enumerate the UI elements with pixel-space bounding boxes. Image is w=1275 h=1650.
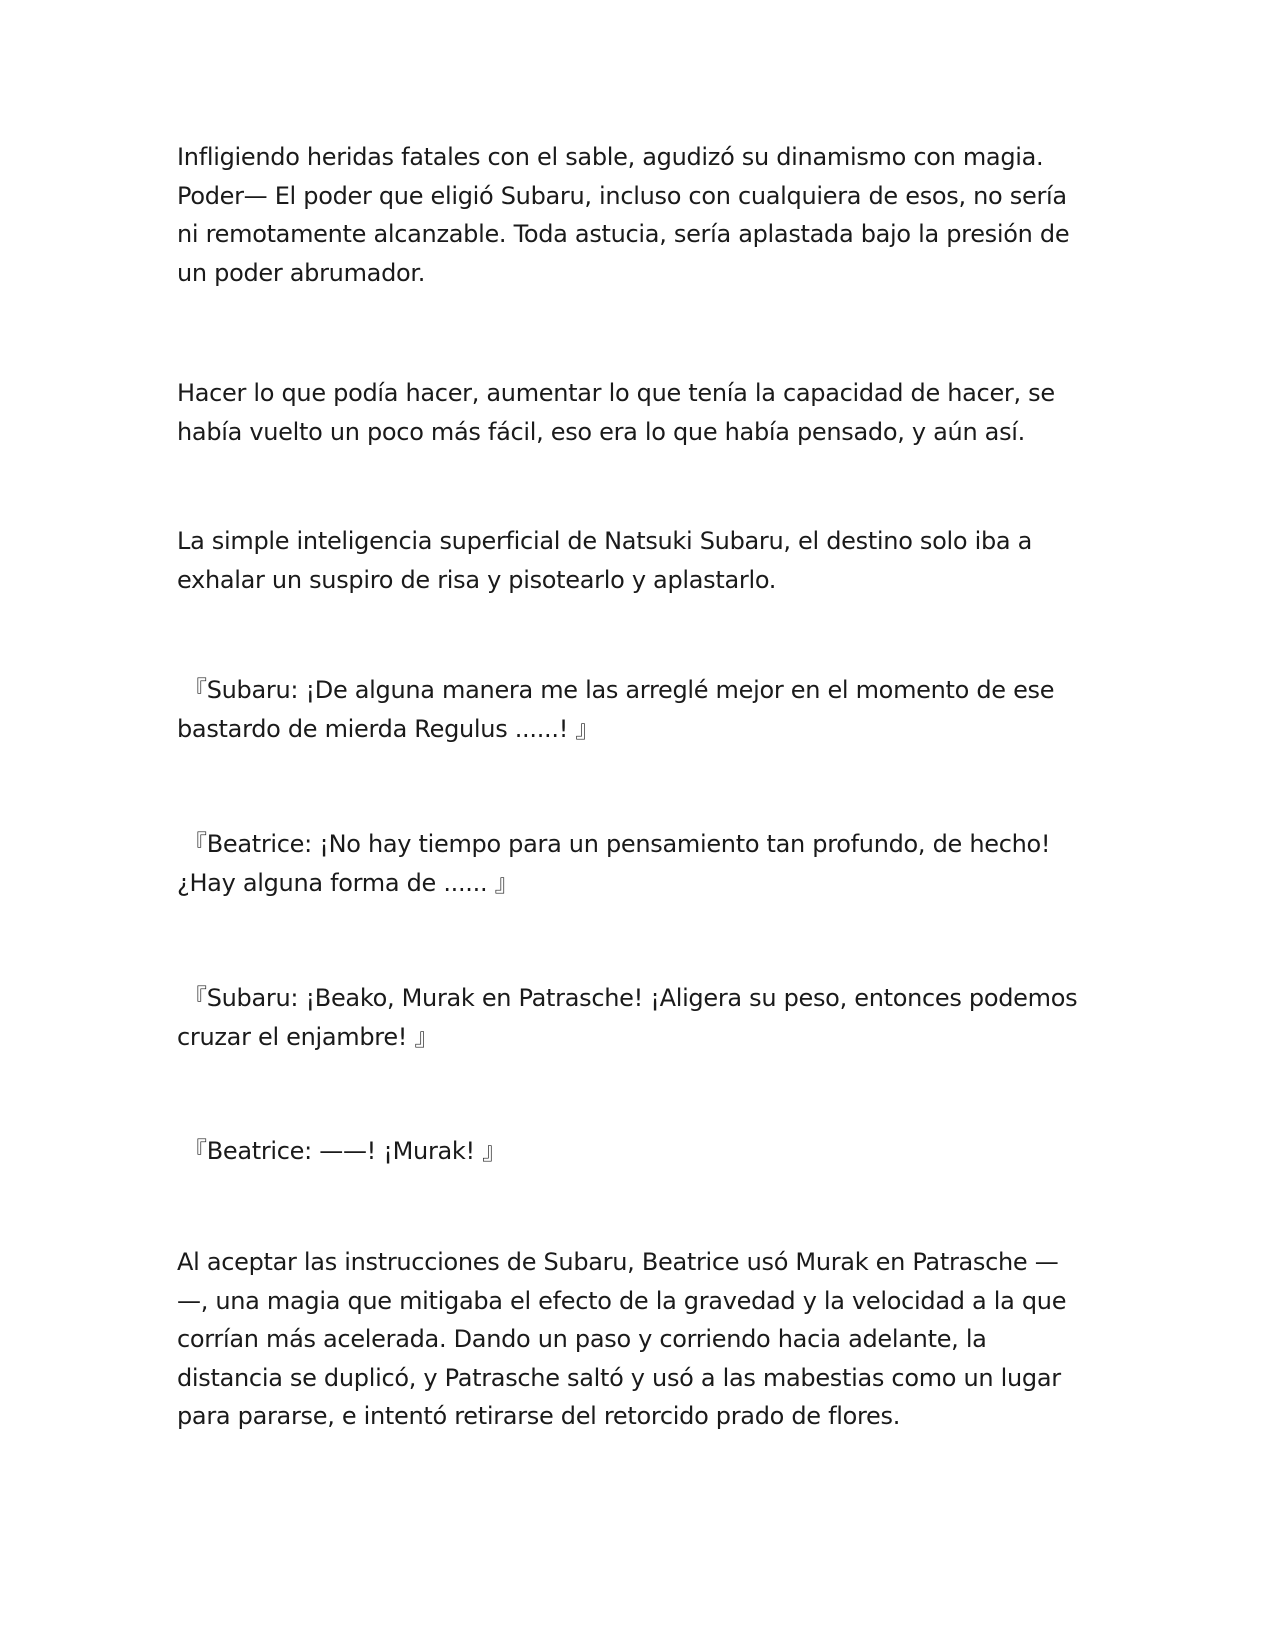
text-line: Al aceptar las instrucciones de Subaru, Beatrice usó Murak en Patrasche — <box>177 1248 1059 1276</box>
paragraph-dialogue-beatrice <box>177 825 1097 902</box>
text-line: para pararse, e intentó retirarse del retorcido prado de flores. <box>177 1402 901 1430</box>
text-line: 『Beatrice: ——! ¡Murak! 』 <box>183 1137 506 1165</box>
text-line: Hacer lo que podía hacer, aumentar lo que tenía la capacidad de hacer, se <box>177 379 1055 407</box>
paragraph-narration <box>177 522 1097 599</box>
text-line: un poder abrumador. <box>177 258 426 287</box>
paragraph-dialogue-subaru <box>177 979 1097 1056</box>
text-line: —, una magia que mitigaba el efecto de la gravedad y la velocidad a la que <box>177 1286 1067 1315</box>
text-line: corrían más acelerada. Dando un paso y corriendo hacia adelante, la <box>177 1325 987 1353</box>
text-line: Poder— El poder que eligió Subaru, incluso con cualquiera de esos, no sería <box>177 181 1067 210</box>
text-line: ¿Hay alguna forma de ...... 』 <box>177 868 519 897</box>
text-line: distancia se duplicó, y Patrasche saltó y usó a las mabestias como un lugar <box>177 1363 1061 1392</box>
paragraph-dialogue-beatrice <box>177 1132 1097 1171</box>
paragraph-narration <box>177 138 1097 292</box>
text-line: 『Subaru: ¡Beako, Murak en Patrasche! ¡Aligera su peso, entonces podemos <box>183 984 1078 1012</box>
paragraph-narration <box>177 374 1097 451</box>
text-line: 『Subaru: ¡De alguna manera me las arreglé mejor en el momento de ese <box>183 676 1055 704</box>
text-line: exhalar un suspiro de risa y pisotearlo y aplastarlo. <box>177 565 777 594</box>
text-line: ni remotamente alcanzable. Toda astucia, sería aplastada bajo la presión de <box>177 220 1070 248</box>
paragraph-dialogue-subaru <box>177 671 1097 748</box>
text-line: bastardo de mierda Regulus ......! 』 <box>177 714 600 743</box>
text-line: había vuelto un poco más fácil, eso era lo que había pensado, y aún así. <box>177 417 1025 446</box>
paragraph-narration <box>177 1243 1097 1436</box>
text-line: 『Beatrice: ¡No hay tiempo para un pensamiento tan profundo, de hecho! <box>183 830 1051 858</box>
text-line: La simple inteligencia superficial de Natsuki Subaru, el destino solo iba a <box>177 527 1033 555</box>
text-line: Infligiendo heridas fatales con el sable, agudizó su dinamismo con magia. <box>177 143 1044 171</box>
text-line: cruzar el enjambre! 』 <box>177 1022 439 1051</box>
